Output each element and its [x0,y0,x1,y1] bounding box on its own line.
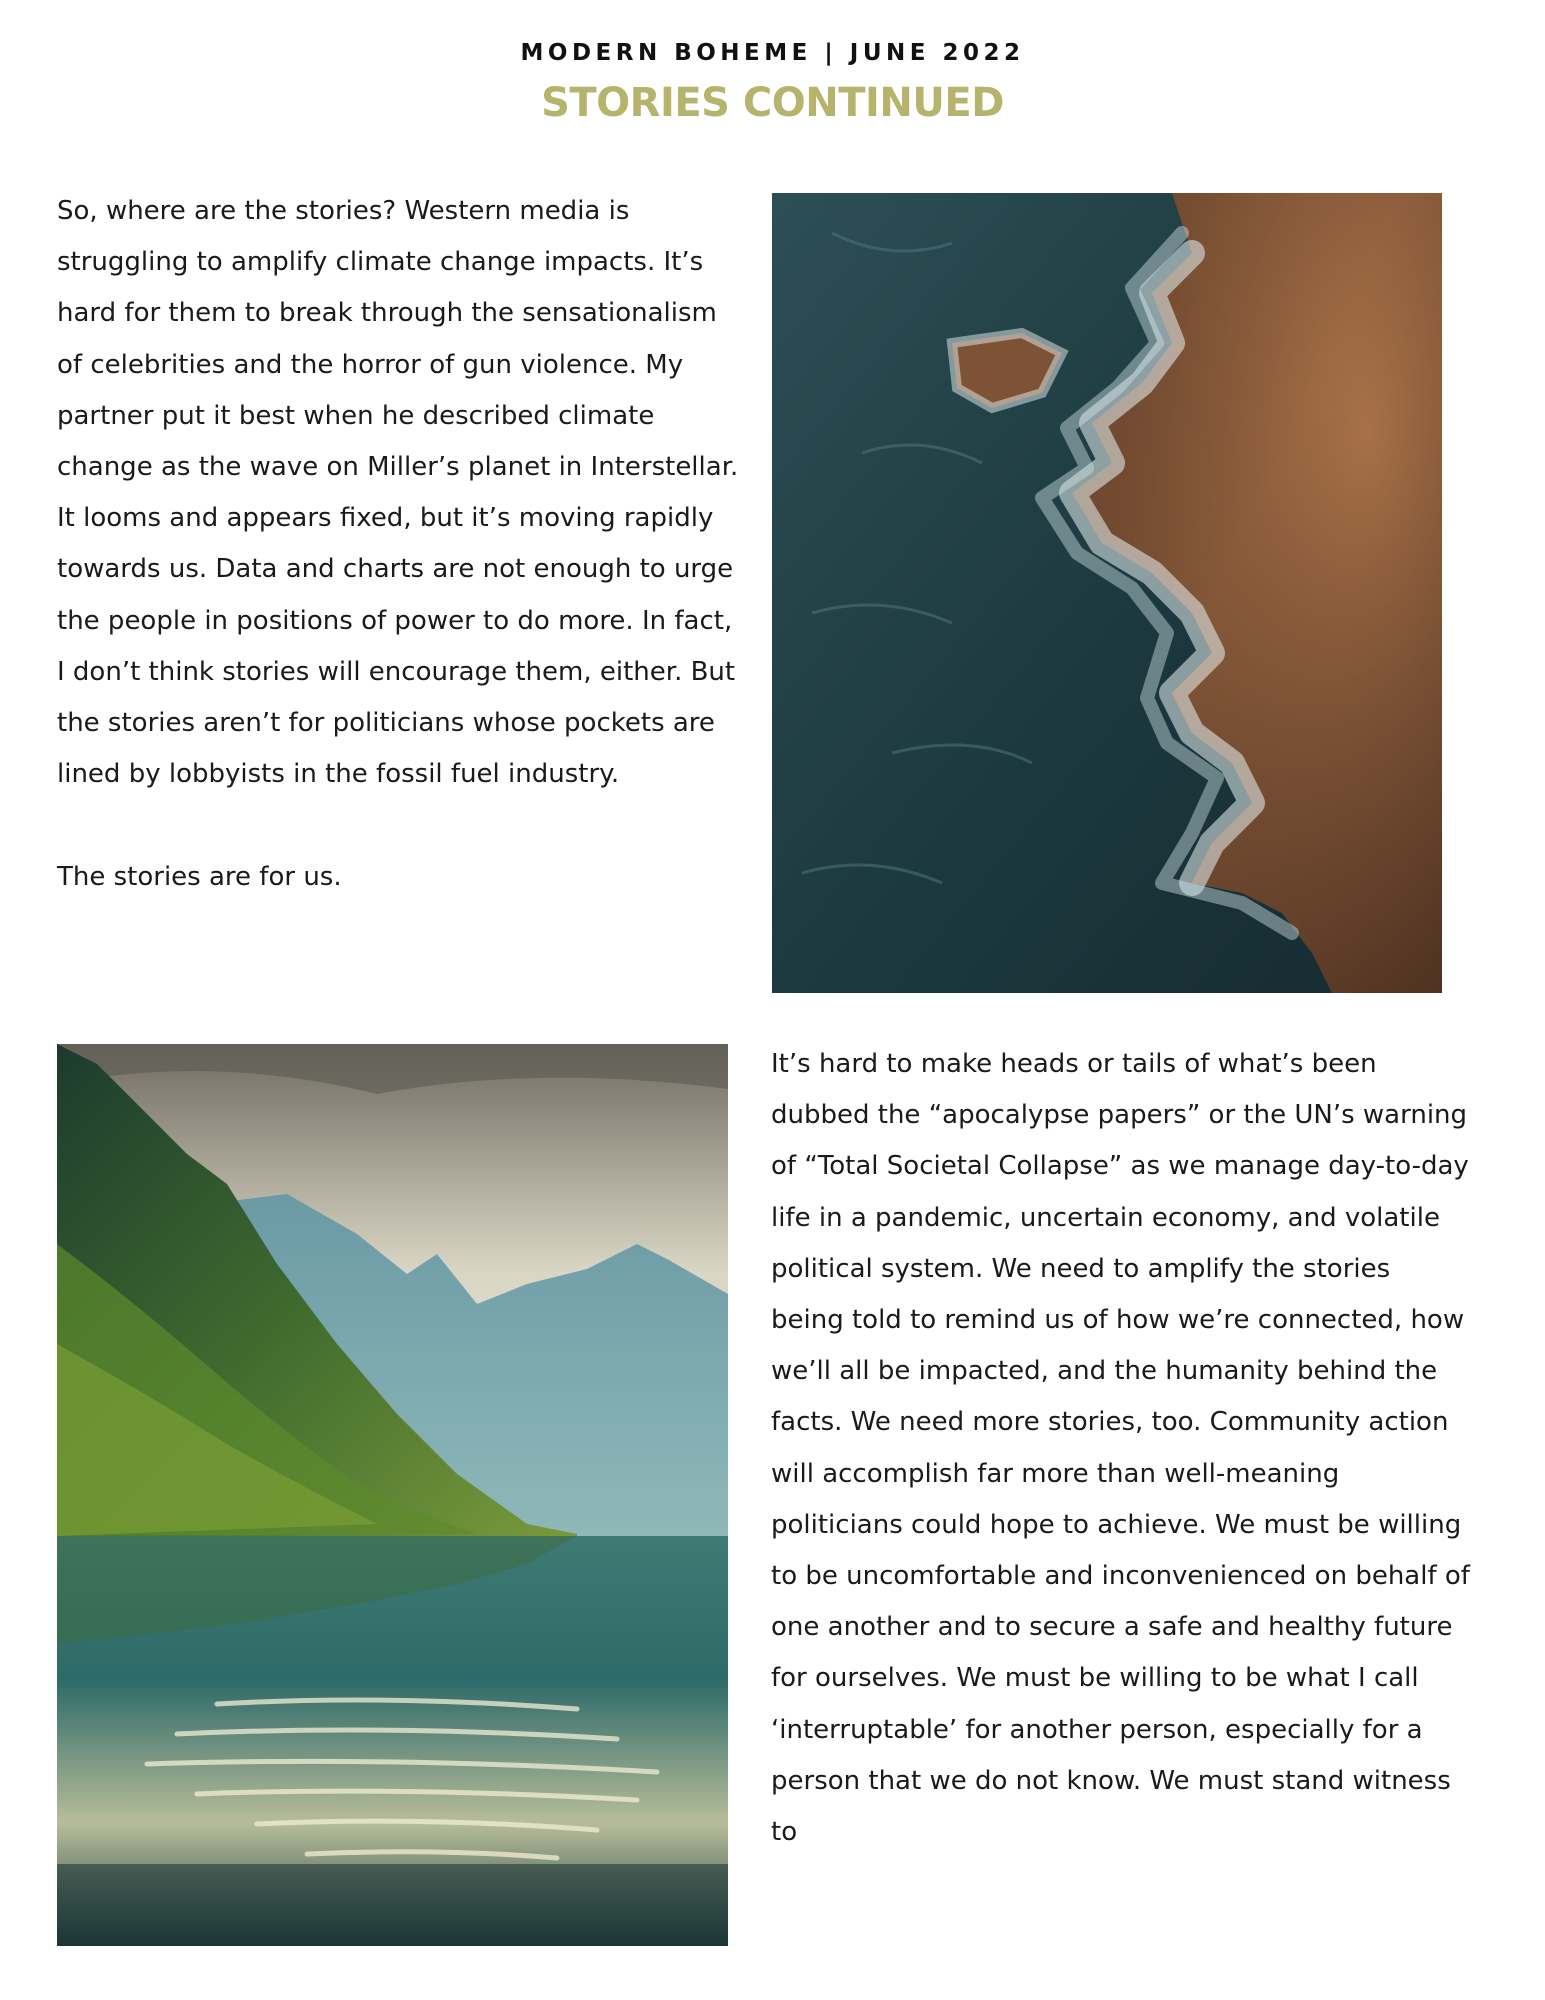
article-paragraph: It’s hard to make heads or tails of what’s been dubbed the “apocalypse papers” or the UN’s warning of “Total Societal Collapse” as we manage day-to-day life in a pandemic, uncertain economy, and volatile political system. We need to amplify the stories being told to remind us of how we’re connected, how we’ll all be impacted, and the humanity behind the facts. We need more stories, too. Community action will accomplish far more than well-meaning politicians could hope to achieve. We must be willing to be uncomfortable and inconvenienced on behalf of one another and to secure a safe and healthy future for ourselves. We must be willing to be what I call ‘interruptable’ for another person, especially for a person that we do not know. We must stand witness to [771,1049,1470,1848]
section-title: STORIES CONTINUED [541,80,1004,126]
mountain-lake-photo [57,1044,728,1946]
coastline-aerial-photo [772,193,1442,993]
masthead: MODERN BOHEME | JUNE 2022 [520,40,1025,66]
left-column-text [57,186,747,903]
article-paragraph: So, where are the stories? Western media is struggling to amplify climate change impacts. It’s hard for them to break through the sensationalism of celebrities and the horror of gun violence. My partner put it best when he described climate change as the wave on Miller’s planet in Interstellar. It looms and appears fixed, but it’s moving rapidly towards us. Data and charts are not enough to urge the people in positions of power to do more. In fact, I don’t think stories will encourage them, either. But the stories aren’t for politicians whose pockets are lined by lobbyists in the fossil fuel industry. [57,196,739,790]
right-column-text [771,1039,1471,1858]
article-closing-line: The stories are for us. [57,861,342,892]
